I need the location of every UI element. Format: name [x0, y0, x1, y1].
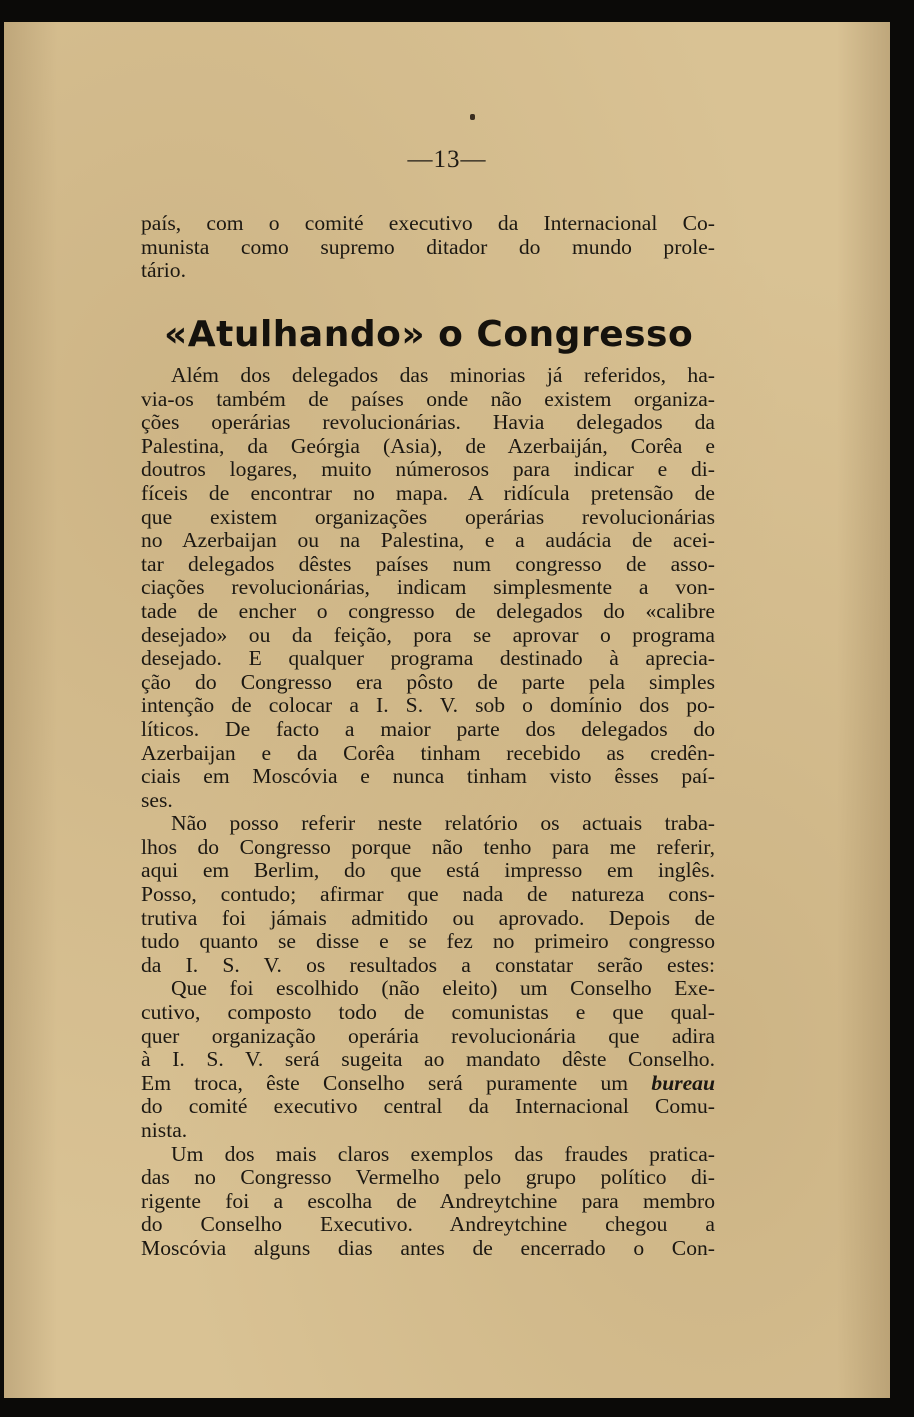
- book-page: [4, 22, 890, 1398]
- ink-speck: [470, 114, 475, 120]
- text-line: tudo quanto se disse e se fez no primeiro congresso: [141, 929, 715, 954]
- text-line: Que foi escolhido (não eleito) um Conselho Exe-: [171, 976, 715, 1001]
- page-number: —13—: [407, 146, 487, 173]
- italic-word: bureau: [651, 1070, 715, 1095]
- intro-paragraph: [141, 212, 715, 283]
- text-line: intenção de colocar a I. S. V. sob o domínio dos po-: [141, 693, 715, 718]
- text-line: Moscóvia alguns dias antes de encerrado o Con-: [141, 1235, 715, 1260]
- text-line: Não posso referir neste relatório os actuais traba-: [171, 811, 715, 836]
- text-line: Palestina, da Geórgia (Asia), de Azerbaiján, Corêa e: [141, 433, 715, 458]
- text-line: cutivo, composto todo de comunistas e que qual-: [141, 1000, 715, 1025]
- text-line: líticos. De facto a maior parte dos delegados do: [141, 716, 715, 741]
- text-segment: Em troca, êste Conselho será puramente um: [141, 1070, 629, 1095]
- text-line: nista.: [141, 1118, 188, 1142]
- text-line: rigente foi a escolha de Andreytchine para membro: [141, 1188, 715, 1213]
- text-line: tário.: [141, 258, 186, 283]
- text-line: munista como supremo ditador do mundo prole-: [141, 234, 715, 259]
- text-line: Além dos delegados das minorias já referidos, ha-: [171, 363, 715, 387]
- text-line: tar delegados dêstes países num congresso de asso-: [141, 551, 715, 576]
- text-line: [141, 1072, 715, 1096]
- text-line: Posso, contudo; afirmar que nada de natureza cons-: [141, 882, 715, 907]
- text-line: Um dos mais claros exemplos das fraudes pratica-: [171, 1141, 715, 1166]
- text-line: tade de encher o congresso de delegados do «calibre: [141, 598, 715, 623]
- text-line: ses.: [141, 787, 173, 812]
- text-line: do comité executivo central da Internacional Comu-: [141, 1094, 715, 1119]
- text-line: trutiva foi jámais admitido ou aprovado. Depois de: [141, 905, 715, 930]
- text-line: país, com o comité executivo da Internacional Co-: [141, 211, 715, 235]
- text-line: da I. S. V. os resultados a constatar serão estes:: [141, 952, 715, 977]
- text-line: do Conselho Executivo. Andreytchine chegou a: [141, 1212, 715, 1237]
- text-line: ções operárias revolucionárias. Havia delegados da: [141, 410, 715, 435]
- text-line: Azerbaijan e da Corêa tinham recebido as credên-: [141, 740, 715, 765]
- text-line: que existem organizações operárias revolucionárias: [141, 504, 715, 529]
- text-line: lhos do Congresso porque não tenho para me referir,: [141, 834, 715, 859]
- text-line: aqui em Berlim, do que está impresso em inglês.: [141, 858, 715, 883]
- text-line: fíceis de encontrar no mapa. A ridícula pretensão de: [141, 480, 715, 505]
- body-text: [141, 364, 715, 1261]
- text-line: desejado» ou da feição, pora se aprovar o programa: [141, 622, 715, 647]
- text-line: das no Congresso Vermelho pelo grupo político di-: [141, 1165, 715, 1190]
- text-line: ção do Congresso era pôsto de parte pela simples: [141, 669, 715, 694]
- text-line: doutros logares, muito númerosos para indicar e di-: [141, 457, 715, 482]
- section-heading: «Atulhando» o Congresso: [164, 314, 694, 355]
- text-line: quer organização operária revolucionária que adira: [141, 1023, 715, 1048]
- text-line: no Azerbaijan ou na Palestina, e a audácia de acei-: [141, 528, 715, 553]
- text-line: via-os também de países onde não existem organiza-: [141, 386, 715, 411]
- text-line: ciais em Moscóvia e nunca tinham visto êsses paí-: [141, 764, 715, 789]
- text-line: à I. S. V. será sugeita ao mandato dêste Conselho.: [141, 1047, 715, 1072]
- text-line: desejado. E qualquer programa destinado à aprecia-: [141, 646, 715, 671]
- text-line: ciações revolucionárias, indicam simplesmente a von-: [141, 575, 715, 600]
